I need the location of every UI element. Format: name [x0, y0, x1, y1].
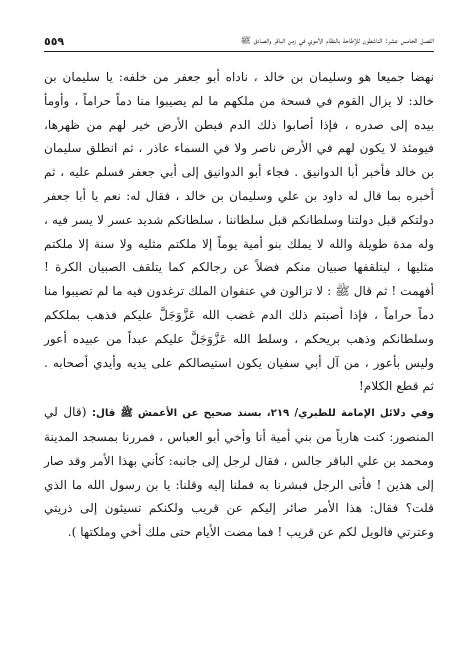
book-page	[44, 32, 434, 642]
chapter-title: الفصل الخامس عشر: الناشطون للإطاحة بالنظام الأموي في زمن الباقر والصادق ﷺ	[240, 36, 434, 46]
page-number: ٥٥٩	[44, 35, 65, 48]
paragraph-narration: نهضا جميعا هو وسليمان بن خالد ، ناداه أبو جعفر من خلفه: يا سليمان بن خالد: لا يزال القوم في فسحة من ملكهم ما لم يصيبوا منا دماً حراماً ، وأومأ بيده إلى صدره ، فإذا أصابوا ذلك الدم فبطن الأرض خير لهم من ظهرها، فيومئذ لا يكون لهم في الأرض ناصر ولا في السماء عاذر ، ثم انطلق سليمان بن خالد فأخبر أبا الدوانيق . فجاء أبو الدوانيق إلى أبي جعفر فسلم عليه ، ثم أخبره بما قال له داود بن علي وسليمان بن خالد ، فقال له: نعم يا أبا جعفر دولتكم قبل دولتنا وسلطانكم قبل سلطاننا ، سلطانكم شديد عسر لا يسر فيه ، وله مدة طويلة والله لا يملك بنو أمية يوماً إلا ملكتم مثليه ولا سنة إلا ملكتم مثليها ، ليتلقفها صبيان منكم فضلاً عن رجالكم كما يتلقف الصبيان الكرة ! أفهمت ! ثم قال ﷺ : لا تزالون في عنفوان الملك ترغدون فيه ما لم تصيبوا منا دماً حراماً ، فإذا أصبتم ذلك الدم غضب الله عَزَّوَجَلَّ عليكم فذهب بملككم وسلطانكم وذهب بريحكم ، وسلط الله عَزَّوَجَلَّ عليكم عبداً من عبيده أعور وليس بأعور ، من آل أبي سفيان يكون استيصالكم على يديه وأيدي أصحابه . ثم قطع الكلام!	[44, 70, 434, 394]
running-header	[44, 32, 434, 52]
paragraph-dalail-quote	[44, 401, 434, 545]
quote-text: (قال لي المنصور: كنت هارباً من بني أمية أنا وأخي أبو العباس ، فمررنا بمسجد المدينة ومحمد بن علي الباقر جالس ، فقال لرجل إلى جانبه: كأني بهذا الأمر وقد صار إلى هذين ! فأتى الرجل فبشرنا به فملنا إليه وقلنا: يا بن رسول الله ما الذي قلت؟ فقال: هذا الأمر صائر إليكم عن قريب ولكنكم تسيئون إلى ذريتي وعترتي فالويل لكم عن قريب ! فما مضت الأيام حتى ملك أخي وملكتها ).	[44, 405, 434, 540]
body-text	[44, 66, 434, 545]
source-reference: وفي دلائل الإمامة للطبري/ ٢١٩، بسند صحيح عن الأعمش ﷺ قال:	[91, 408, 434, 420]
